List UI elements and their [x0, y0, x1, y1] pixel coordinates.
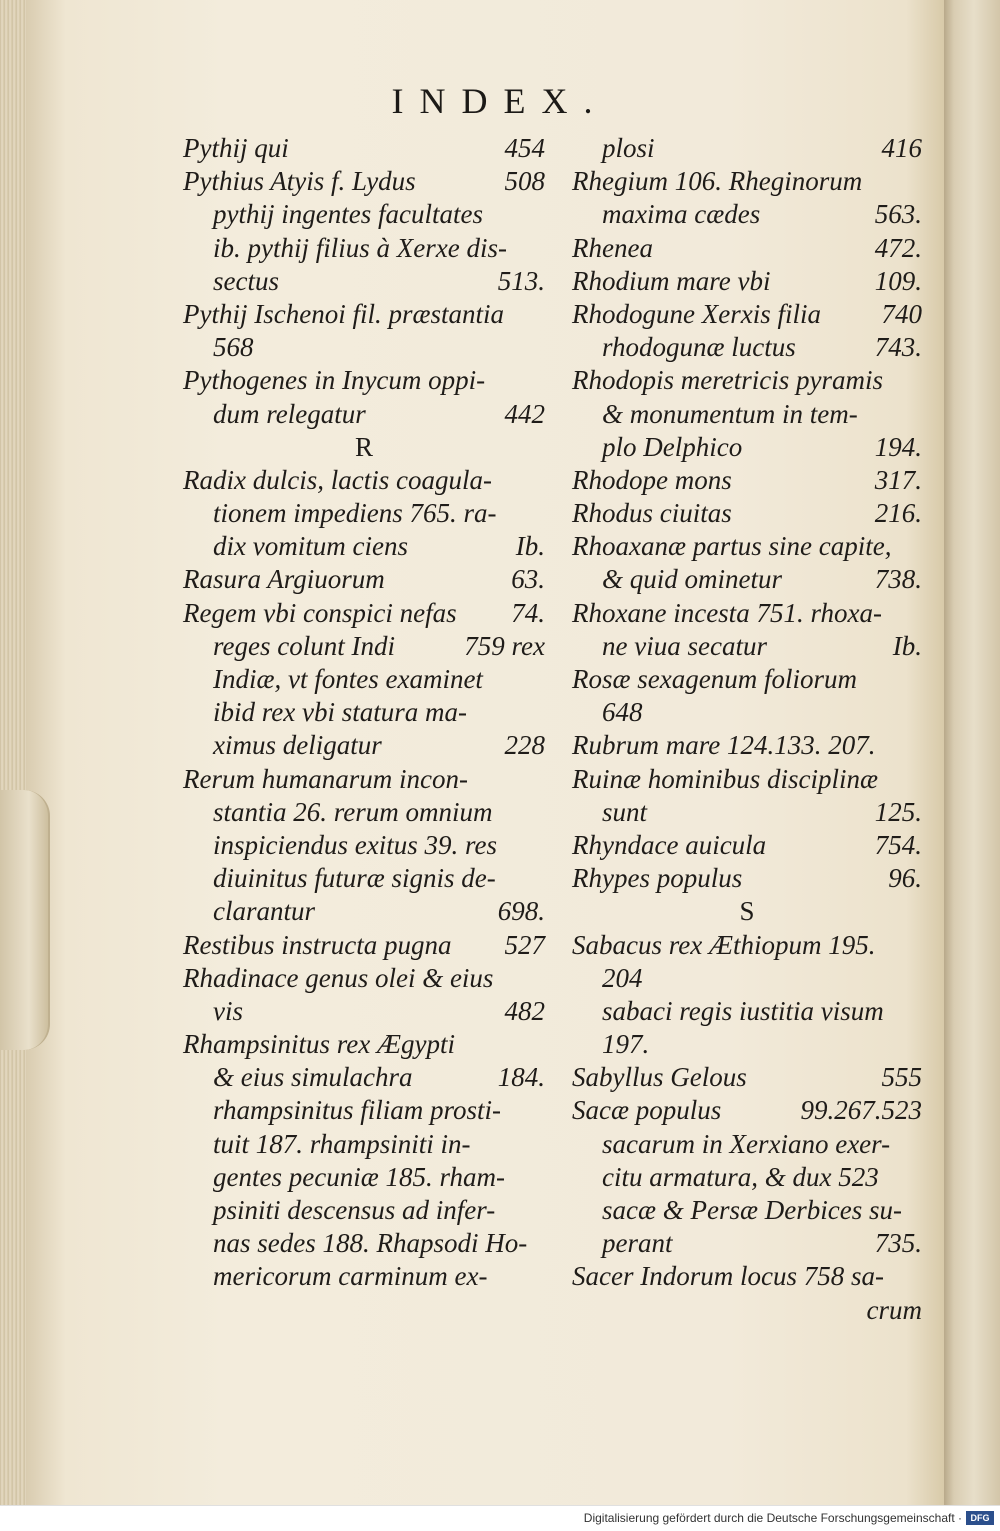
index-term: Pythius Atyis f. Lydus	[183, 166, 416, 197]
index-term: 568	[213, 332, 254, 363]
catchword	[572, 1294, 922, 1327]
index-column-right	[572, 132, 922, 1327]
index-line	[183, 1028, 545, 1061]
index-page-ref: 743.	[874, 332, 922, 363]
index-term: dum relegatur	[213, 398, 366, 429]
index-term: mericorum carminum ex-	[213, 1261, 488, 1292]
index-line	[572, 995, 922, 1028]
index-line	[572, 1094, 922, 1127]
index-term: Rubrum mare 124.133. 207.	[572, 730, 876, 761]
index-term: Indiæ, vt fontes examinet	[213, 664, 483, 694]
index-line	[183, 1128, 545, 1161]
index-line	[572, 265, 922, 298]
index-line	[183, 962, 545, 995]
index-page-ref: 563.	[874, 199, 922, 230]
index-line	[183, 1260, 545, 1293]
index-line	[183, 398, 545, 431]
index-page-ref: 698.	[497, 896, 545, 927]
index-line	[183, 630, 545, 663]
index-page-ref: 454	[504, 133, 545, 163]
index-line	[572, 132, 922, 165]
index-term: reges colunt Indi	[213, 630, 395, 661]
index-page-ref: 508	[504, 166, 545, 197]
index-term: Rhegium 106. Rheginorum	[572, 166, 863, 197]
index-line	[572, 165, 922, 198]
index-line	[183, 1161, 545, 1194]
index-line	[183, 198, 545, 231]
index-line	[183, 763, 545, 796]
index-line	[572, 464, 922, 497]
index-line	[572, 398, 922, 431]
index-term: & quid ominetur	[602, 564, 782, 595]
index-term: Rhadinace genus olei & eius	[183, 962, 494, 993]
index-line	[183, 497, 545, 530]
index-page-ref: 740	[881, 298, 922, 329]
index-term: R	[354, 431, 373, 462]
index-term: sacæ & Persæ Derbices su-	[602, 1195, 902, 1225]
index-page-ref: 555	[881, 1062, 922, 1093]
index-page-ref: 482	[504, 995, 545, 1026]
index-term: tionem impediens 765. ra-	[213, 498, 497, 529]
index-line	[183, 331, 545, 364]
index-line	[183, 232, 545, 265]
index-line	[183, 1194, 545, 1227]
index-line	[183, 1061, 545, 1094]
index-line	[572, 530, 922, 563]
index-line	[572, 431, 922, 464]
index-page-ref: 317.	[874, 464, 922, 495]
index-line	[572, 1260, 922, 1293]
index-line	[572, 829, 922, 862]
index-page-ref: 735.	[874, 1228, 922, 1259]
index-line	[183, 530, 545, 563]
index-line	[572, 929, 922, 962]
index-page-ref: 228	[504, 730, 545, 761]
index-page-ref: 754.	[874, 829, 922, 860]
index-term: vis	[213, 995, 243, 1026]
index-line	[572, 232, 922, 265]
index-line	[572, 497, 922, 530]
index-page-ref: 109.	[874, 265, 922, 296]
index-term: Rhodope mons	[572, 464, 732, 495]
index-page-ref: 96.	[888, 863, 922, 894]
index-page-ref: 527	[504, 929, 545, 960]
index-page-ref: Ib.	[515, 531, 545, 562]
index-line	[183, 563, 545, 596]
index-term: Rhodium mare vbi	[572, 265, 771, 296]
index-term: citu armatura, & dux 523	[602, 1161, 879, 1192]
index-term: plosi	[602, 133, 655, 163]
index-term: Sacæ populus	[572, 1095, 722, 1126]
index-term: 204	[602, 962, 643, 993]
index-term: clarantur	[213, 896, 316, 927]
index-line	[183, 132, 545, 165]
index-term: ib. pythij filius à Xerxe dis-	[213, 232, 507, 263]
index-term: dix vomitum ciens	[213, 531, 408, 562]
index-term: pythij ingentes facultates	[213, 199, 483, 230]
index-page-ref: 472.	[874, 232, 922, 263]
index-term: Ruinæ hominibus disciplinæ	[572, 763, 879, 794]
index-page-ref: 759 rex	[464, 630, 545, 661]
section-letter	[183, 431, 545, 464]
index-line	[183, 165, 545, 198]
page-edges-left	[0, 0, 26, 1505]
index-line	[572, 729, 922, 762]
index-term: Pythij Ischenoi fil. præstantia	[183, 298, 504, 329]
index-term: Rasura Argiuorum	[183, 564, 385, 595]
index-term: sectus	[213, 265, 279, 296]
index-line	[183, 1094, 545, 1127]
index-line	[183, 995, 545, 1028]
index-page-ref: 216.	[874, 498, 922, 529]
index-term: Rosæ sexagenum foliorum	[572, 664, 857, 694]
index-term: Pythij qui	[183, 133, 289, 163]
index-page-ref: 125.	[874, 796, 922, 827]
index-line	[183, 696, 545, 729]
index-line	[572, 1061, 922, 1094]
index-term: Pythogenes in Inycum oppi-	[183, 365, 486, 396]
index-page-ref: 513.	[497, 265, 545, 296]
index-page-ref: 416	[881, 133, 922, 163]
dfg-logo: DFG	[966, 1511, 994, 1525]
index-line	[183, 1227, 545, 1260]
index-line	[183, 663, 545, 696]
index-term: psiniti descensus ad infer-	[213, 1195, 496, 1225]
index-line	[572, 198, 922, 231]
index-term: S	[739, 896, 755, 927]
index-term: plo Delphico	[602, 431, 743, 462]
index-term: tuit 187. rhampsiniti in-	[213, 1128, 471, 1159]
index-line	[572, 663, 922, 696]
index-term: Rhodus ciuitas	[572, 498, 732, 529]
index-term: nas sedes 188. Rhapsodi Ho-	[213, 1228, 528, 1259]
index-line	[572, 962, 922, 995]
index-page-ref: 442	[504, 398, 545, 429]
index-term: Rhypes populus	[572, 863, 743, 894]
index-term: Sabacus rex Æthiopum 195.	[572, 929, 876, 960]
index-line	[572, 563, 922, 596]
index-line	[183, 298, 545, 331]
index-line	[572, 1128, 922, 1161]
index-term: Sabyllus Gelous	[572, 1062, 747, 1093]
index-term: rhampsinitus filiam prosti-	[213, 1095, 502, 1126]
index-term: Restibus instructa pugna	[183, 929, 452, 960]
index-line	[572, 364, 922, 397]
index-page-ref: Ib.	[892, 630, 922, 661]
index-line	[572, 630, 922, 663]
index-line	[572, 862, 922, 895]
index-term: Rhyndace auicula	[572, 829, 767, 860]
page-edges-right	[944, 0, 1000, 1505]
index-term: Radix dulcis, lactis coagula-	[183, 464, 492, 495]
index-term: Rhampsinitus rex Ægypti	[183, 1029, 455, 1060]
index-term: inspiciendus exitus 39. res	[213, 829, 497, 860]
index-line	[183, 597, 545, 630]
book-clasp	[0, 790, 50, 1050]
index-line	[572, 696, 922, 729]
index-term: perant	[602, 1228, 673, 1259]
index-page-ref: 99.267.523	[800, 1095, 922, 1126]
index-term: stantia 26. rerum omnium	[213, 796, 493, 827]
index-line	[572, 1227, 922, 1260]
index-term: & eius simulachra	[213, 1062, 413, 1093]
index-page-ref: 74.	[511, 597, 545, 628]
index-term: Rhenea	[572, 232, 653, 263]
index-term: Regem vbi conspici nefas	[183, 597, 457, 628]
index-term: Rhodogune Xerxis filia	[572, 298, 821, 329]
index-page-ref: 738.	[874, 564, 922, 595]
index-term: Sacer Indorum locus 758 sa-	[572, 1261, 884, 1292]
index-term: sabaci regis iustitia visum	[602, 995, 884, 1026]
index-term: & monumentum in tem-	[602, 398, 858, 429]
index-line	[183, 895, 545, 928]
index-line	[572, 1028, 922, 1061]
index-term: 648	[602, 697, 643, 728]
index-line	[183, 729, 545, 762]
index-term: rhodogunæ luctus	[602, 332, 796, 363]
index-term: 197.	[602, 1029, 650, 1060]
index-term: gentes pecuniæ 185. rham-	[213, 1161, 505, 1192]
index-term: sacarum in Xerxiano exer-	[602, 1128, 891, 1159]
index-page-ref: 63.	[511, 564, 545, 595]
footer-bar	[0, 1505, 1000, 1531]
index-page-ref: 184.	[497, 1062, 545, 1093]
index-line	[183, 929, 545, 962]
index-line	[183, 364, 545, 397]
index-term: Rhoxane incesta 751. rhoxa-	[572, 597, 882, 628]
index-term: Rhodopis meretricis pyramis	[572, 365, 883, 396]
index-term: maxima cædes	[602, 199, 761, 230]
index-line	[572, 763, 922, 796]
index-page-ref: 194.	[874, 431, 922, 462]
index-term: ibid rex vbi statura ma-	[213, 697, 467, 728]
index-line	[572, 298, 922, 331]
index-line	[572, 796, 922, 829]
index-term: sunt	[602, 796, 648, 827]
page-header: INDEX.	[391, 81, 609, 121]
index-term: Rerum humanarum incon-	[183, 763, 468, 794]
index-term: diuinitus futuræ signis de-	[213, 863, 496, 894]
index-term: ximus deligatur	[213, 730, 382, 761]
index-line	[572, 1161, 922, 1194]
index-line	[183, 464, 545, 497]
index-line	[572, 331, 922, 364]
section-letter	[572, 895, 922, 928]
index-line	[572, 1194, 922, 1227]
index-column-left	[183, 132, 545, 1294]
index-term: Rhoaxanæ partus sine capite,	[572, 531, 892, 562]
index-line	[183, 796, 545, 829]
index-line	[572, 597, 922, 630]
index-term: crum	[866, 1294, 922, 1325]
index-line	[183, 862, 545, 895]
footer-credit: Digitalisierung gefördert durch die Deutsche Forschungsgemeinschaft ·	[583, 1511, 962, 1525]
index-term: ne viua secatur	[602, 630, 767, 661]
index-line	[183, 829, 545, 862]
index-line	[183, 265, 545, 298]
